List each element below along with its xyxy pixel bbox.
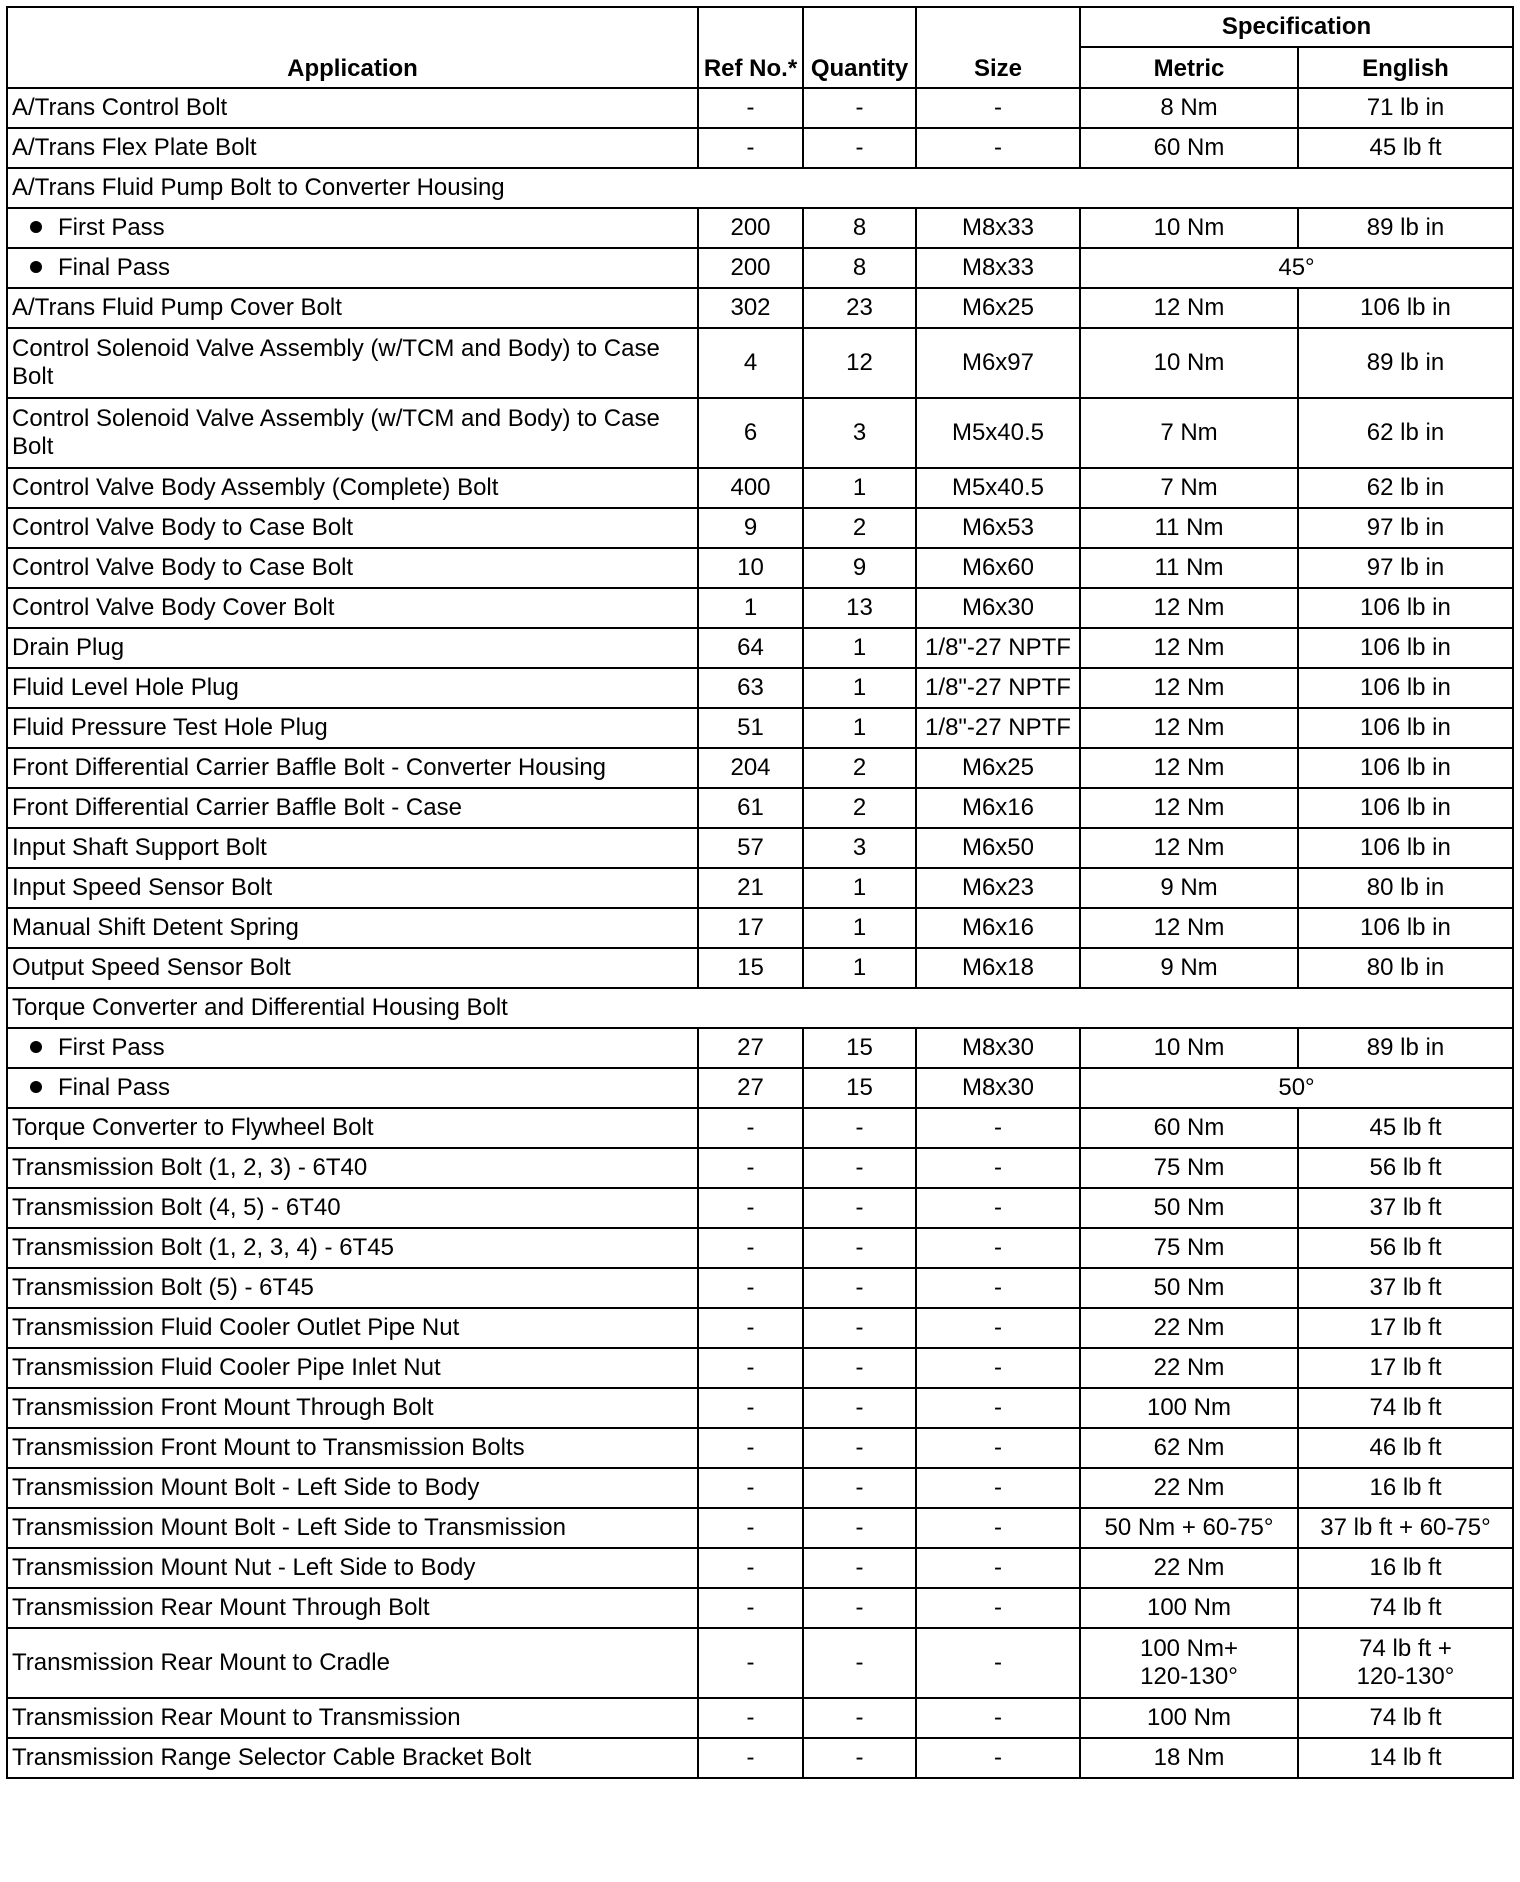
metric-cell: 100 Nm — [1080, 1588, 1298, 1628]
size-cell: - — [916, 1548, 1080, 1588]
size-cell: M8x33 — [916, 208, 1080, 248]
application-cell: Transmission Rear Mount to Transmission — [7, 1698, 698, 1738]
application-cell: Transmission Bolt (4, 5) - 6T40 — [7, 1188, 698, 1228]
size-cell: M6x53 — [916, 508, 1080, 548]
ref-no-cell: 63 — [698, 668, 803, 708]
english-cell: 16 lb ft — [1298, 1548, 1513, 1588]
metric-cell: 12 Nm — [1080, 908, 1298, 948]
quantity-cell: - — [803, 1738, 916, 1778]
application-cell: Torque Converter to Flywheel Bolt — [7, 1108, 698, 1148]
application-cell — [7, 208, 698, 248]
metric-cell: 50 Nm — [1080, 1188, 1298, 1228]
table-row — [7, 1108, 1513, 1148]
ref-no-cell: 200 — [698, 248, 803, 288]
metric-cell — [1080, 1628, 1298, 1698]
application-cell: Fluid Level Hole Plug — [7, 668, 698, 708]
metric-cell: 50 Nm — [1080, 1268, 1298, 1308]
metric-cell: 9 Nm — [1080, 868, 1298, 908]
quantity-cell: - — [803, 128, 916, 168]
application-cell: Transmission Mount Bolt - Left Side to Transmission — [7, 1508, 698, 1548]
table-row — [7, 208, 1513, 248]
specification-angle-cell: 50° — [1080, 1068, 1513, 1108]
quantity-cell: 15 — [803, 1068, 916, 1108]
metric-cell: 22 Nm — [1080, 1468, 1298, 1508]
table-row — [7, 588, 1513, 628]
group-application-cell: A/Trans Fluid Pump Bolt to Converter Housing — [7, 168, 1513, 208]
metric-cell: 9 Nm — [1080, 948, 1298, 988]
size-cell: M6x30 — [916, 588, 1080, 628]
ref-no-cell: 57 — [698, 828, 803, 868]
bullet-icon — [30, 261, 42, 273]
ref-no-cell: - — [698, 1388, 803, 1428]
table-row — [7, 1468, 1513, 1508]
metric-cell: 12 Nm — [1080, 668, 1298, 708]
application-label: First Pass — [58, 1034, 165, 1061]
table-row — [7, 668, 1513, 708]
metric-cell: 12 Nm — [1080, 628, 1298, 668]
header-ref-no: Ref No.* — [698, 7, 803, 88]
quantity-cell: - — [803, 1348, 916, 1388]
application-cell: Control Valve Body Cover Bolt — [7, 588, 698, 628]
size-cell: - — [916, 1628, 1080, 1698]
bullet-icon — [30, 1081, 42, 1093]
header-english: English — [1298, 47, 1513, 88]
application-cell: Transmission Fluid Cooler Pipe Inlet Nut — [7, 1348, 698, 1388]
english-cell: 106 lb in — [1298, 788, 1513, 828]
application-cell: Front Differential Carrier Baffle Bolt - Case — [7, 788, 698, 828]
english-cell: 74 lb ft — [1298, 1588, 1513, 1628]
size-cell: M8x30 — [916, 1068, 1080, 1108]
header-size: Size — [916, 7, 1080, 88]
quantity-cell: 1 — [803, 628, 916, 668]
metric-cell: 10 Nm — [1080, 208, 1298, 248]
table-row — [7, 468, 1513, 508]
metric-cell: 22 Nm — [1080, 1348, 1298, 1388]
header-specification: Specification — [1080, 7, 1513, 47]
english-cell — [1298, 1628, 1513, 1698]
ref-no-cell: 6 — [698, 398, 803, 468]
table-row — [7, 708, 1513, 748]
english-cell: 89 lb in — [1298, 1028, 1513, 1068]
application-cell: Transmission Rear Mount Through Bolt — [7, 1588, 698, 1628]
english-cell: 106 lb in — [1298, 708, 1513, 748]
size-cell: - — [916, 88, 1080, 128]
quantity-cell: - — [803, 1228, 916, 1268]
english-cell: 106 lb in — [1298, 748, 1513, 788]
ref-no-cell: - — [698, 1548, 803, 1588]
size-cell: M6x97 — [916, 328, 1080, 398]
english-cell: 71 lb in — [1298, 88, 1513, 128]
table-row — [7, 748, 1513, 788]
metric-cell: 11 Nm — [1080, 508, 1298, 548]
application-cell: Transmission Bolt (1, 2, 3, 4) - 6T45 — [7, 1228, 698, 1268]
bullet-icon — [30, 221, 42, 233]
english-cell: 17 lb ft — [1298, 1308, 1513, 1348]
size-cell: - — [916, 1388, 1080, 1428]
ref-no-cell: 27 — [698, 1068, 803, 1108]
application-cell: Drain Plug — [7, 628, 698, 668]
ref-no-cell: - — [698, 128, 803, 168]
header-quantity: Quantity — [803, 7, 916, 88]
quantity-cell: - — [803, 1588, 916, 1628]
size-cell: - — [916, 1698, 1080, 1738]
ref-no-cell: - — [698, 1188, 803, 1228]
quantity-cell: - — [803, 1388, 916, 1428]
english-cell: 74 lb ft — [1298, 1388, 1513, 1428]
english-cell: 37 lb ft + 60-75° — [1298, 1508, 1513, 1548]
size-cell: - — [916, 1268, 1080, 1308]
quantity-cell: 23 — [803, 288, 916, 328]
quantity-cell: - — [803, 1508, 916, 1548]
application-cell: A/Trans Control Bolt — [7, 88, 698, 128]
size-cell: M6x60 — [916, 548, 1080, 588]
size-cell: - — [916, 1348, 1080, 1388]
ref-no-cell: 64 — [698, 628, 803, 668]
metric-cell: 22 Nm — [1080, 1308, 1298, 1348]
quantity-cell: 1 — [803, 868, 916, 908]
application-cell: Output Speed Sensor Bolt — [7, 948, 698, 988]
ref-no-cell: 17 — [698, 908, 803, 948]
application-cell: Control Solenoid Valve Assembly (w/TCM and Body) to Case Bolt — [7, 328, 698, 398]
application-cell — [7, 248, 698, 288]
table-row — [7, 1348, 1513, 1388]
english-cell: 89 lb in — [1298, 328, 1513, 398]
table-row — [7, 1588, 1513, 1628]
english-cell: 46 lb ft — [1298, 1428, 1513, 1468]
quantity-cell: 15 — [803, 1028, 916, 1068]
ref-no-cell: 400 — [698, 468, 803, 508]
english-cell: 89 lb in — [1298, 208, 1513, 248]
application-cell — [7, 1028, 698, 1068]
metric-cell: 12 Nm — [1080, 588, 1298, 628]
application-cell: Input Speed Sensor Bolt — [7, 868, 698, 908]
ref-no-cell: - — [698, 1268, 803, 1308]
ref-no-cell: 302 — [698, 288, 803, 328]
ref-no-cell: - — [698, 1108, 803, 1148]
english-cell: 74 lb ft — [1298, 1698, 1513, 1738]
ref-no-cell: 200 — [698, 208, 803, 248]
english-cell: 97 lb in — [1298, 508, 1513, 548]
ref-no-cell: - — [698, 1628, 803, 1698]
torque-spec-table — [6, 6, 1514, 1779]
size-cell: M8x30 — [916, 1028, 1080, 1068]
quantity-cell: 1 — [803, 948, 916, 988]
quantity-cell: - — [803, 1698, 916, 1738]
table-row — [7, 88, 1513, 128]
quantity-cell: 1 — [803, 708, 916, 748]
header-application: Application — [7, 7, 698, 88]
quantity-cell: - — [803, 1628, 916, 1698]
ref-no-cell: 61 — [698, 788, 803, 828]
size-cell: 1/8"-27 NPTF — [916, 628, 1080, 668]
ref-no-cell: 51 — [698, 708, 803, 748]
table-row — [7, 1698, 1513, 1738]
quantity-cell: - — [803, 1468, 916, 1508]
quantity-cell: - — [803, 1308, 916, 1348]
ref-no-cell: - — [698, 1428, 803, 1468]
size-cell: M8x33 — [916, 248, 1080, 288]
size-cell: - — [916, 1148, 1080, 1188]
metric-cell: 22 Nm — [1080, 1548, 1298, 1588]
table-row — [7, 328, 1513, 398]
size-cell: - — [916, 1228, 1080, 1268]
english-cell: 17 lb ft — [1298, 1348, 1513, 1388]
application-cell: Transmission Bolt (1, 2, 3) - 6T40 — [7, 1148, 698, 1188]
quantity-cell: 1 — [803, 908, 916, 948]
table-row — [7, 248, 1513, 288]
table-row — [7, 788, 1513, 828]
application-cell: Front Differential Carrier Baffle Bolt - Converter Housing — [7, 748, 698, 788]
size-cell: - — [916, 1108, 1080, 1148]
table-row — [7, 1148, 1513, 1188]
size-cell: M6x50 — [916, 828, 1080, 868]
application-cell: Manual Shift Detent Spring — [7, 908, 698, 948]
size-cell: - — [916, 1428, 1080, 1468]
table-row — [7, 628, 1513, 668]
metric-cell: 60 Nm — [1080, 1108, 1298, 1148]
table-row — [7, 1268, 1513, 1308]
ref-no-cell: - — [698, 1468, 803, 1508]
english-cell: 106 lb in — [1298, 628, 1513, 668]
metric-cell: 62 Nm — [1080, 1428, 1298, 1468]
quantity-cell: - — [803, 1148, 916, 1188]
application-cell: Control Valve Body to Case Bolt — [7, 548, 698, 588]
table-row — [7, 128, 1513, 168]
metric-cell: 12 Nm — [1080, 708, 1298, 748]
table-row — [7, 1548, 1513, 1588]
english-cell: 62 lb in — [1298, 468, 1513, 508]
english-line: 120-130° — [1356, 1663, 1455, 1690]
application-cell: Control Solenoid Valve Assembly (w/TCM and Body) to Case Bolt — [7, 398, 698, 468]
quantity-cell: - — [803, 1428, 916, 1468]
table-row — [7, 948, 1513, 988]
size-cell: - — [916, 1308, 1080, 1348]
ref-no-cell: - — [698, 1698, 803, 1738]
table-row — [7, 1738, 1513, 1778]
metric-line: 100 Nm+ — [1139, 1635, 1239, 1662]
metric-cell: 12 Nm — [1080, 788, 1298, 828]
ref-no-cell: - — [698, 1588, 803, 1628]
english-cell: 45 lb ft — [1298, 1108, 1513, 1148]
application-cell: A/Trans Fluid Pump Cover Bolt — [7, 288, 698, 328]
size-cell: 1/8"-27 NPTF — [916, 668, 1080, 708]
quantity-cell: 12 — [803, 328, 916, 398]
english-cell: 80 lb in — [1298, 868, 1513, 908]
english-cell: 14 lb ft — [1298, 1738, 1513, 1778]
ref-no-cell: - — [698, 1148, 803, 1188]
application-cell: A/Trans Flex Plate Bolt — [7, 128, 698, 168]
group-application-cell: Torque Converter and Differential Housing Bolt — [7, 988, 1513, 1028]
english-cell: 97 lb in — [1298, 548, 1513, 588]
ref-no-cell: 4 — [698, 328, 803, 398]
english-cell: 37 lb ft — [1298, 1268, 1513, 1308]
application-cell: Input Shaft Support Bolt — [7, 828, 698, 868]
application-cell: Transmission Fluid Cooler Outlet Pipe Nut — [7, 1308, 698, 1348]
ref-no-cell: - — [698, 1738, 803, 1778]
metric-cell: 10 Nm — [1080, 1028, 1298, 1068]
application-cell: Transmission Front Mount Through Bolt — [7, 1388, 698, 1428]
size-cell: M6x16 — [916, 908, 1080, 948]
application-cell: Transmission Rear Mount to Cradle — [7, 1628, 698, 1698]
size-cell: M6x16 — [916, 788, 1080, 828]
quantity-cell: - — [803, 1108, 916, 1148]
size-cell: M6x23 — [916, 868, 1080, 908]
table-row — [7, 1308, 1513, 1348]
table-body — [7, 88, 1513, 1778]
bullet-icon — [30, 1041, 42, 1053]
size-cell: - — [916, 1468, 1080, 1508]
size-cell: - — [916, 1508, 1080, 1548]
application-cell: Transmission Mount Bolt - Left Side to Body — [7, 1468, 698, 1508]
table-row — [7, 288, 1513, 328]
ref-no-cell: 204 — [698, 748, 803, 788]
english-cell: 56 lb ft — [1298, 1228, 1513, 1268]
table-row — [7, 1508, 1513, 1548]
ref-no-cell: - — [698, 1308, 803, 1348]
metric-cell: 75 Nm — [1080, 1148, 1298, 1188]
quantity-cell: 8 — [803, 248, 916, 288]
ref-no-cell: 10 — [698, 548, 803, 588]
size-cell: M6x25 — [916, 288, 1080, 328]
application-cell: Transmission Front Mount to Transmission Bolts — [7, 1428, 698, 1468]
quantity-cell: 3 — [803, 398, 916, 468]
english-cell: 45 lb ft — [1298, 128, 1513, 168]
size-cell: - — [916, 1738, 1080, 1778]
metric-line: 120-130° — [1140, 1663, 1238, 1690]
specification-angle-cell: 45° — [1080, 248, 1513, 288]
quantity-cell: - — [803, 1548, 916, 1588]
quantity-cell: 2 — [803, 508, 916, 548]
quantity-cell: 1 — [803, 668, 916, 708]
metric-cell: 60 Nm — [1080, 128, 1298, 168]
table-group-row — [7, 168, 1513, 208]
size-cell: M5x40.5 — [916, 398, 1080, 468]
english-cell: 37 lb ft — [1298, 1188, 1513, 1228]
table-row — [7, 548, 1513, 588]
metric-cell: 7 Nm — [1080, 398, 1298, 468]
quantity-cell: 8 — [803, 208, 916, 248]
ref-no-cell: 15 — [698, 948, 803, 988]
size-cell: M6x25 — [916, 748, 1080, 788]
ref-no-cell: 9 — [698, 508, 803, 548]
english-cell: 62 lb in — [1298, 398, 1513, 468]
metric-cell: 8 Nm — [1080, 88, 1298, 128]
ref-no-cell: 1 — [698, 588, 803, 628]
table-row — [7, 828, 1513, 868]
table-row — [7, 1388, 1513, 1428]
ref-no-cell: 27 — [698, 1028, 803, 1068]
table-header — [7, 7, 1513, 88]
ref-no-cell: - — [698, 1228, 803, 1268]
table-row — [7, 1188, 1513, 1228]
quantity-cell: 13 — [803, 588, 916, 628]
english-cell: 56 lb ft — [1298, 1148, 1513, 1188]
metric-cell: 100 Nm — [1080, 1388, 1298, 1428]
metric-cell: 18 Nm — [1080, 1738, 1298, 1778]
ref-no-cell: - — [698, 1508, 803, 1548]
quantity-cell: 9 — [803, 548, 916, 588]
english-cell: 106 lb in — [1298, 288, 1513, 328]
metric-cell: 12 Nm — [1080, 828, 1298, 868]
english-cell: 106 lb in — [1298, 828, 1513, 868]
size-cell: M6x18 — [916, 948, 1080, 988]
application-cell: Control Valve Body Assembly (Complete) Bolt — [7, 468, 698, 508]
size-cell: - — [916, 1588, 1080, 1628]
metric-cell: 50 Nm + 60-75° — [1080, 1508, 1298, 1548]
table-row — [7, 1068, 1513, 1108]
size-cell: 1/8"-27 NPTF — [916, 708, 1080, 748]
table-group-row — [7, 988, 1513, 1028]
size-cell: - — [916, 1188, 1080, 1228]
size-cell: M5x40.5 — [916, 468, 1080, 508]
application-label: Final Pass — [58, 254, 171, 281]
application-label: First Pass — [58, 214, 165, 241]
metric-cell: 12 Nm — [1080, 288, 1298, 328]
quantity-cell: 2 — [803, 748, 916, 788]
ref-no-cell: - — [698, 88, 803, 128]
table-row — [7, 908, 1513, 948]
quantity-cell: - — [803, 1188, 916, 1228]
table-row — [7, 1628, 1513, 1698]
english-cell: 106 lb in — [1298, 908, 1513, 948]
metric-cell: 12 Nm — [1080, 748, 1298, 788]
quantity-cell: - — [803, 88, 916, 128]
size-cell: - — [916, 128, 1080, 168]
quantity-cell: - — [803, 1268, 916, 1308]
application-cell: Control Valve Body to Case Bolt — [7, 508, 698, 548]
table-row — [7, 1428, 1513, 1468]
table-row — [7, 398, 1513, 468]
table-row — [7, 508, 1513, 548]
quantity-cell: 3 — [803, 828, 916, 868]
application-cell: Transmission Bolt (5) - 6T45 — [7, 1268, 698, 1308]
application-cell: Transmission Mount Nut - Left Side to Body — [7, 1548, 698, 1588]
metric-cell: 11 Nm — [1080, 548, 1298, 588]
quantity-cell: 1 — [803, 468, 916, 508]
application-cell — [7, 1068, 698, 1108]
metric-cell: 100 Nm — [1080, 1698, 1298, 1738]
metric-cell: 10 Nm — [1080, 328, 1298, 398]
english-line: 74 lb ft + — [1359, 1635, 1452, 1662]
table-row — [7, 1028, 1513, 1068]
table-row — [7, 868, 1513, 908]
metric-cell: 75 Nm — [1080, 1228, 1298, 1268]
ref-no-cell: - — [698, 1348, 803, 1388]
application-label: Final Pass — [58, 1074, 171, 1101]
metric-cell: 7 Nm — [1080, 468, 1298, 508]
ref-no-cell: 21 — [698, 868, 803, 908]
application-cell: Fluid Pressure Test Hole Plug — [7, 708, 698, 748]
english-cell: 106 lb in — [1298, 668, 1513, 708]
quantity-cell: 2 — [803, 788, 916, 828]
table-row — [7, 1228, 1513, 1268]
english-cell: 16 lb ft — [1298, 1468, 1513, 1508]
header-metric: Metric — [1080, 47, 1298, 88]
application-cell: Transmission Range Selector Cable Bracket Bolt — [7, 1738, 698, 1778]
english-cell: 106 lb in — [1298, 588, 1513, 628]
english-cell: 80 lb in — [1298, 948, 1513, 988]
